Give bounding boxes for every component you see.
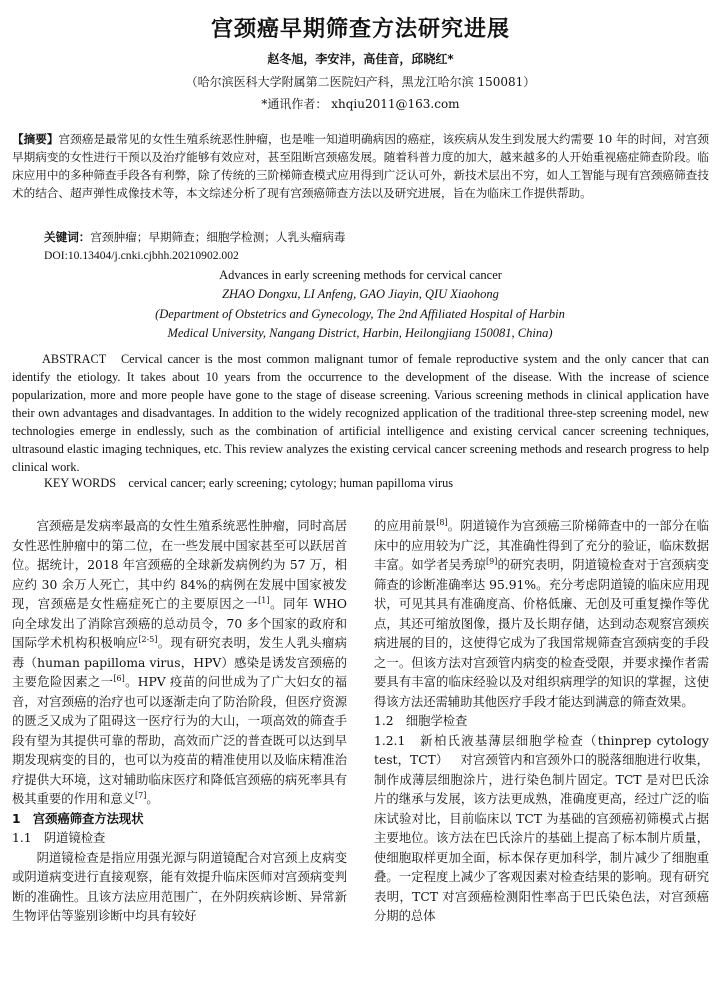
affiliation: （哈尔滨医科大学附属第二医院妇产科，黑龙江哈尔滨 150081） bbox=[185, 75, 536, 89]
text-run: 的应用前景 bbox=[374, 519, 437, 533]
english-keywords bbox=[44, 476, 709, 491]
keywords-zh-label: 关键词： bbox=[44, 230, 91, 244]
text-run: 的研究表明，阴道镜检查对于宫颈病变筛查的诊断准确率达 95.91%。充分考虑阴道镜的临床应用现状，可见其具有准确度高、价格低廉、无创及可重复操作等优点，其还可缩放图像，摄片及长期存储，达到动态观察宫颈疾病进展的目的，这使得它成为了我国常规筛查宫颈病变的手段之一。但该方法对宫颈管内病变的检查受限，并要求操作者需要具有丰富的临床经验以及对组织病理学的知识的掌握，这使得该方法还需辅助其他医疗手段才能达到满意的筛查效果。 bbox=[374, 558, 709, 709]
citation: [9] bbox=[486, 556, 498, 566]
citation: [8] bbox=[436, 517, 448, 527]
subsubsection-title: 1.2.1 新柏氏液基薄层细胞学检查（thinprep cytology test，TCT） bbox=[374, 733, 709, 767]
doi: DOI:10.13404/j.cnki.cjbhh.20210902.002 bbox=[44, 249, 239, 262]
keywords-zh-text: 宫颈肿瘤；早期筛查；细胞学检测；人乳头瘤病毒 bbox=[90, 230, 346, 244]
citation: [7] bbox=[134, 790, 147, 800]
continued-paragraph bbox=[374, 517, 709, 712]
english-keywords-label: KEY WORDS bbox=[44, 476, 117, 490]
english-abstract-text: Cervical cancer is the most common malignant tumor of female reproductive system and the only cancer that can identify the etiology. It takes about 10 years from the occurrence to the development of the disease. With the increase of science popularization, more and more people have gone to the stage of disease screening. Various screening methods in clinical application have their own advantages and disadvantages. In addition to the widely recognized application of the traditional three-step screening model, new technologies emerge in endlessly, such as the combination of artificial intelligence and existing cervical cancer screening techniques, ultrasound elastic imaging techniques, etc. This review analyzes the existing cervical cancer screening methods and research progress to help clinical work. bbox=[12, 352, 709, 474]
corresponding-author: *通讯作者： xhqiu2011@163.com bbox=[261, 97, 460, 111]
english-title: Advances in early screening methods for cervical cancer bbox=[219, 268, 502, 282]
subsubsection-heading bbox=[374, 732, 709, 927]
abstract-zh-label: 【摘要】 bbox=[12, 132, 59, 146]
abstract-zh bbox=[12, 130, 709, 202]
authors: 赵冬旭，李安沣，高佳音，邱晓红* bbox=[267, 52, 454, 66]
abstract-zh-text: 宫颈癌是最常见的女性生殖系统恶性肿瘤，也是唯一知道明确病因的癌症，该疾病从发生到发展大约需要 10 年的时间，对宫颈早期病变的女性进行干预以及治疗能够有效应对，甚至阻断宫颈癌发展。随着科普力度的加大，越来越多的人开始重视癌症筛查阶段。临床应用中的多种筛查手段各有利弊，除了传统的三阶梯筛查模式应用得到广泛认可外，新技术层出不穷，如人工智能与现有宫颈癌筛查技术的结合、超声弹性成像技术等，本文综述分析了现有宫颈癌筛查方法以及研究进展，旨在为临床工作提供帮助。 bbox=[12, 132, 709, 200]
intro-paragraph bbox=[12, 517, 347, 810]
body-column-left bbox=[12, 517, 347, 927]
paper-title: 宫颈癌早期筛查方法研究进展 bbox=[210, 17, 510, 42]
english-affiliation: (Department of Obstetrics and Gynecology, The 2nd Affiliated Hospital of Harbin Medical University, Nangang District, Harbin, Heilongjiang 150081, China) bbox=[155, 307, 565, 340]
citation: [1] bbox=[258, 595, 270, 605]
section-heading: 1 宫颈癌筛查方法现状 bbox=[12, 811, 144, 826]
english-abstract bbox=[12, 350, 709, 476]
text-run: 宫颈癌是发病率最高的女性生殖系统恶性肿瘤，同时高居女性恶性肿瘤中的第二位，在一些发展中国家甚至可以跃居首位。据统计，2018 年宫颈癌的全球新发病例约为 57 万，相应约 30 余万人死亡，其中约 84%的病例在发展中国家被发现，宫颈癌是女性癌症死亡的主要原因之一 bbox=[12, 519, 347, 611]
text-run: 。现有研究表明，发生人乳头瘤病毒（human papilloma virus，HPV）感染是诱发宫颈癌的主要危险因素之一 bbox=[12, 636, 347, 689]
tct-paragraph: 对宫颈管内和宫颈外口的脱落细胞进行收集，制作成薄层细胞涂片，进行染色制片固定。TCT 是对巴氏涂片的继承与发展，该方法更成熟，准确度更高，经过广泛的临床试验对比，目前临床以 TCT 为基础的宫颈癌初筛模式占据主要地位。该方法在巴氏涂片的基础上提高了标本制片质量，使细胞取样更加全面，标本保存更加科学，制片减少了细胞重叠。一定程度上减少了客观因素对检查结果的影响。现有研究表明，TCT 对宫颈癌检测阳性率高于巴氏染色法，对宫颈癌分期的总体 bbox=[374, 753, 709, 923]
english-authors: ZHAO Dongxu, LI Anfeng, GAO Jiayin, QIU Xiaohong bbox=[222, 287, 499, 301]
citation: [2-5] bbox=[138, 634, 158, 644]
text-run: 。HPV 疫苗的问世成为了广大妇女的福音，对宫颈癌的治疗也可以逐渐走向了防治阶段，但医疗资源的匮乏又成为了阻碍这一医疗行为的大山，一项高效的筛查手段有望为其提供可靠的帮助，高效而广泛的普查既可以达到早期发现病变的目的，也可以为疫苗的精准使用以及临床精准治疗提供大环境，这对辅助临床医疗和降低宫颈癌的病死率具有极其重要的作用和意义 bbox=[12, 675, 347, 806]
subsection-heading: 1.2 细胞学检查 bbox=[374, 714, 468, 728]
text-run: 。阴道镜作为宫颈癌三阶梯筛查中的一部分在临床中的应用较为广泛，其准确性得到了充分的验证，临床数据丰富。如学者吴秀琼 bbox=[374, 519, 709, 572]
citation: [6] bbox=[113, 673, 125, 683]
keywords-zh bbox=[44, 229, 709, 245]
colposcopy-paragraph: 阴道镜检查是指应用强光源与阴道镜配合对宫颈上皮病变或阴道病变进行直接观察，能有效提升临床医师对宫颈病变判断的准确性。且该方法应用范围广，在外阴疾病诊断、异常新生物评估等鉴别诊断中均具有较好 bbox=[12, 850, 347, 923]
text-run: 。 bbox=[146, 792, 159, 806]
subsection-heading: 1.1 阴道镜检查 bbox=[12, 831, 106, 845]
text-run: 。同年 WHO 向全球发出了消除宫颈癌的总动员令，70 多个国家的政府和国际学术机构积极响应 bbox=[12, 597, 347, 650]
english-keywords-text: cervical cancer; early screening; cytology; human papilloma virus bbox=[128, 476, 454, 490]
body-column-right bbox=[374, 517, 709, 927]
english-abstract-label: ABSTRACT bbox=[42, 352, 107, 366]
